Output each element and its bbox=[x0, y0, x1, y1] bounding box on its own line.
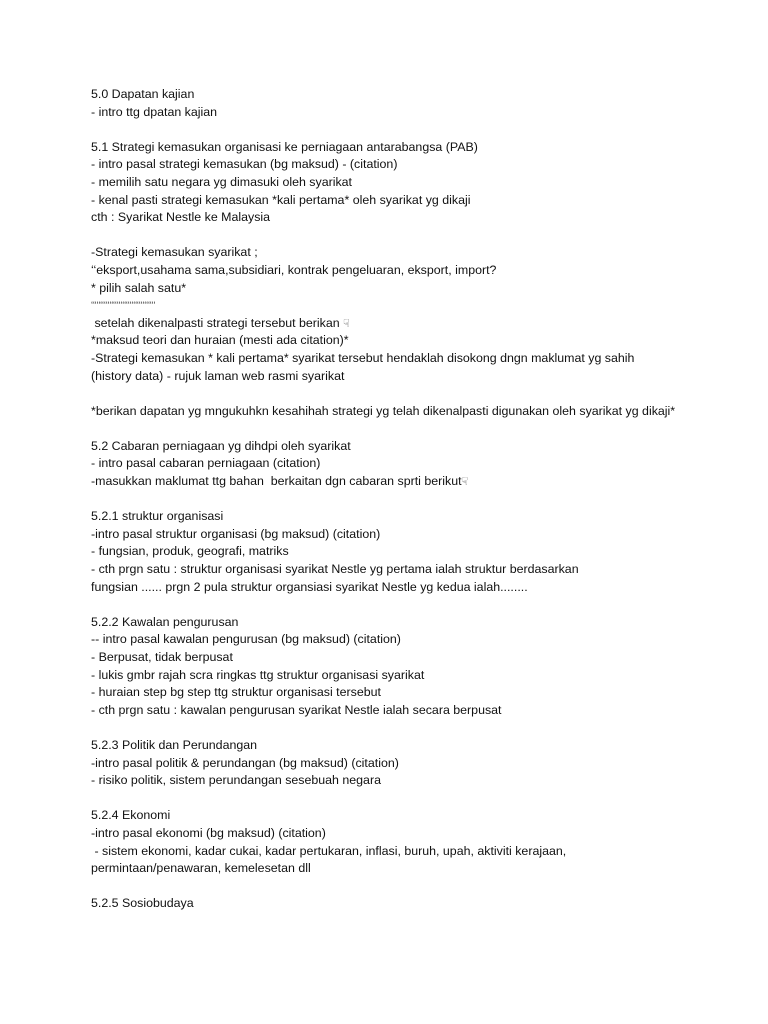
text-line-with-hand bbox=[91, 315, 691, 333]
blank-line bbox=[91, 790, 691, 808]
pointing-hand-icon: ☟ bbox=[343, 316, 350, 330]
pointing-hand-icon: ☟ bbox=[461, 475, 469, 489]
text-line: - memilih satu negara yg dimasuki oleh syarikat bbox=[91, 174, 353, 189]
text-line: * pilih salah satu* bbox=[91, 280, 187, 295]
text-line: *maksud teori dan huraian (mesti ada citation)* bbox=[91, 333, 349, 348]
text-line: -- intro pasal kawalan pengurusan (bg maksud) (citation) bbox=[91, 632, 401, 647]
section-heading-5-2-2: 5.2.2 Kawalan pengurusan bbox=[91, 614, 239, 629]
section-heading-5-2-3: 5.2.3 Politik dan Perundangan bbox=[91, 737, 258, 752]
section-heading-5-2: 5.2 Cabaran perniagaan yg dihdpi oleh syarikat bbox=[91, 438, 351, 453]
blank-line bbox=[91, 121, 691, 139]
text-line: ‘‘eksport,usahama sama,subsidiari, kontrak pengeluaran, eksport, import? bbox=[91, 262, 497, 277]
text-line: -Strategi kemasukan syarikat ; bbox=[91, 245, 258, 260]
text-line: fungsian ...... prgn 2 pula struktur organsiasi syarikat Nestle yg kedua ialah........ bbox=[91, 579, 528, 594]
quote-marks-line: ‘‘‘‘‘‘‘‘‘‘‘‘‘‘‘‘‘‘‘‘‘‘‘‘‘‘‘‘‘‘‘‘‘‘‘ bbox=[91, 300, 156, 311]
blank-line bbox=[91, 719, 691, 737]
text-fragment: setelah dikenalpasti strategi tersebut berikan bbox=[91, 315, 340, 330]
text-line: (history data) - rujuk laman web rasmi syarikat bbox=[91, 368, 345, 383]
section-heading-5-2-1: 5.2.1 struktur organisasi bbox=[91, 509, 224, 524]
text-line: - intro pasal cabaran perniagaan (citation) bbox=[91, 456, 321, 471]
text-line: - intro ttg dpatan kajian bbox=[91, 104, 218, 119]
text-fragment: -masukkan maklumat ttg bahan berkaitan dgn cabaran sprti berikut bbox=[91, 474, 462, 489]
text-line-with-hand bbox=[91, 473, 691, 491]
text-line: - cth prgn satu : kawalan pengurusan syarikat Nestle ialah secara berpusat bbox=[91, 702, 502, 717]
blank-line bbox=[91, 878, 691, 896]
blank-line bbox=[91, 227, 691, 245]
section-heading-5-1: 5.1 Strategi kemasukan organisasi ke perniagaan antarabangsa (PAB) bbox=[91, 139, 478, 154]
text-line: -intro pasal ekonomi (bg maksud) (citation) bbox=[91, 825, 326, 840]
text-line: - cth prgn satu : struktur organisasi syarikat Nestle yg pertama ialah struktur berdasarkan bbox=[91, 562, 579, 577]
text-line: - Berpusat, tidak berpusat bbox=[91, 650, 233, 664]
text-line: - lukis gmbr rajah scra ringkas ttg struktur organisasi syarikat bbox=[91, 667, 425, 682]
text-line: - risiko politik, sistem perundangan sesebuah negara bbox=[91, 773, 381, 788]
blank-line bbox=[91, 420, 691, 438]
blank-line bbox=[91, 491, 691, 509]
text-line: -Strategi kemasukan * kali pertama* syarikat tersebut hendaklah disokong dngn maklumat yg sahih bbox=[91, 350, 635, 365]
blank-line bbox=[91, 596, 691, 614]
text-line: -intro pasal struktur organisasi (bg maksud) (citation) bbox=[91, 526, 381, 541]
note-paragraph: *berikan dapatan yg mngukuhkn kesahihah strategi yg telah dikenalpasti digunakan oleh syarikat yg dikaji* bbox=[91, 403, 676, 418]
text-line: - sistem ekonomi, kadar cukai, kadar pertukaran, inflasi, buruh, upah, aktiviti kerajaan, bbox=[91, 843, 567, 858]
section-heading-5-0: 5.0 Dapatan kajian bbox=[91, 87, 195, 101]
section-heading-5-2-4: 5.2.4 Ekonomi bbox=[91, 808, 171, 823]
text-line: cth : Syarikat Nestle ke Malaysia bbox=[91, 210, 271, 225]
text-line: - intro pasal strategi kemasukan (bg maksud) - (citation) bbox=[91, 157, 398, 172]
blank-line bbox=[91, 385, 691, 403]
text-line: - kenal pasti strategi kemasukan *kali pertama* oleh syarikat yg dikaji bbox=[91, 192, 471, 207]
text-line: - fungsian, produk, geografi, matriks bbox=[91, 544, 289, 559]
document-page bbox=[91, 86, 691, 913]
text-line: permintaan/penawaran, kemelesetan dll bbox=[91, 861, 311, 876]
text-line: - huraian step bg step ttg struktur organisasi tersebut bbox=[91, 685, 381, 700]
text-line: -intro pasal politik & perundangan (bg maksud) (citation) bbox=[91, 755, 399, 770]
section-heading-5-2-5: 5.2.5 Sosiobudaya bbox=[91, 896, 194, 911]
